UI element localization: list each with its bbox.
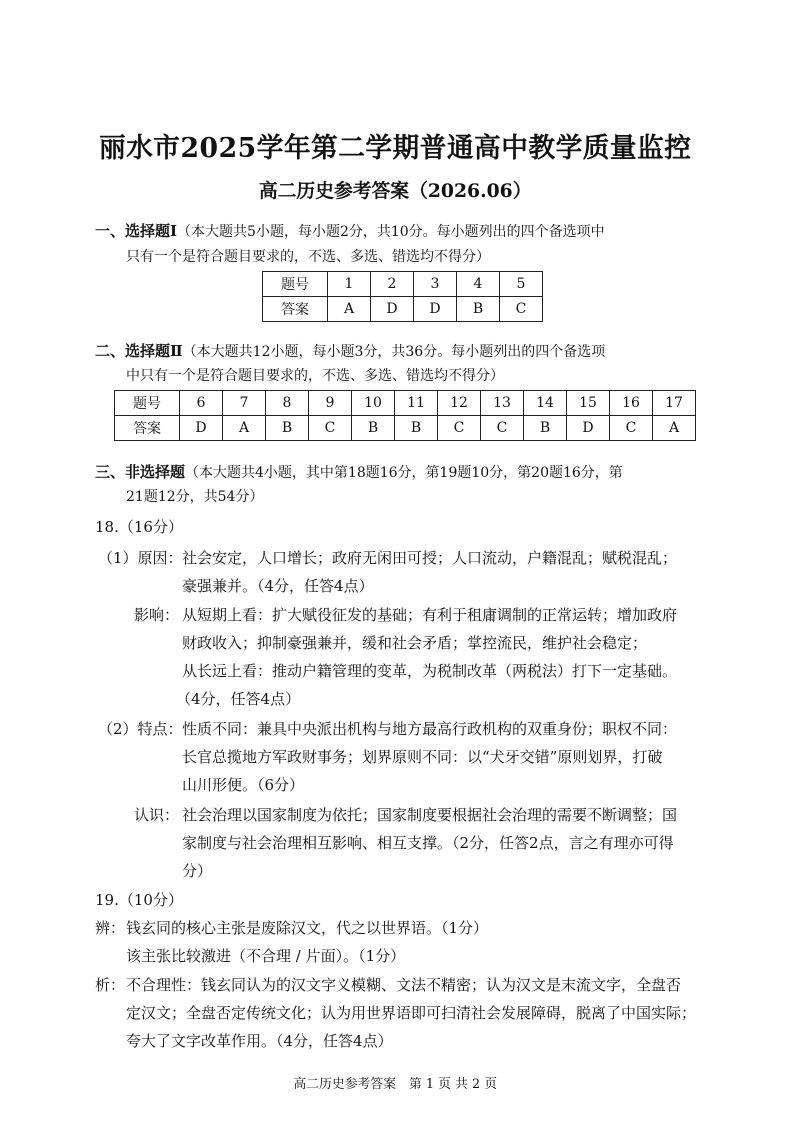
q19-xi-line3: 夸大了文字改革作用。（4分，任答4点） (126, 1032, 393, 1050)
q19-bian-label: 辨： (95, 919, 126, 937)
table-cell: 8 (266, 391, 309, 416)
q18-part2-line3: 山川形便。（6分） (182, 776, 305, 794)
table-cell: 7 (223, 391, 266, 416)
q18-part2-line2: 长官总揽地方军政财事务；划界原则不同：以“犬牙交错”原则划界，打破 (182, 748, 663, 766)
table-cell: 12 (438, 391, 481, 416)
table-cell: C (610, 416, 653, 441)
table-cell: 10 (352, 391, 395, 416)
table-cell: 15 (567, 391, 610, 416)
table-cell: D (371, 297, 414, 322)
q18-part2-line1: 性质不同：兼具中央派出机构与地方最高行政机构的双重身份；职权不同： (182, 720, 678, 738)
section1-row-label-num: 题号 (263, 272, 328, 297)
q18-effect-label: 影响： (134, 606, 180, 624)
section2-row-label-num: 题号 (115, 391, 180, 416)
section2-answer-row (115, 416, 696, 441)
section1-row-label-ans: 答案 (263, 297, 328, 322)
q18-effect-line2: 财政收入；抑制豪强兼并，缓和社会矛盾；掌控流民，维护社会稳定； (182, 634, 648, 652)
table-cell: 5 (500, 272, 543, 297)
q18-title: 18.（16分） (95, 518, 183, 536)
table-cell: D (180, 416, 223, 441)
section1-note-line1: （本大题共5小题，每小题2分，共10分。每小题列出的四个备选项中 (177, 224, 605, 240)
table-cell: 17 (653, 391, 696, 416)
page-footer: 高二历史参考答案 第 1 页 共 2 页 (293, 1077, 498, 1092)
section2-note-line2: 中只有一个是符合题目要求的，不选、多选、错选均不得分） (126, 368, 504, 384)
table-cell: C (438, 416, 481, 441)
table-cell: C (481, 416, 524, 441)
q18-part2-label: （2）特点： (98, 720, 183, 738)
table-cell: D (567, 416, 610, 441)
section2-heading: 二、选择题Ⅱ (95, 342, 183, 360)
table-cell: C (500, 297, 543, 322)
q19-xi-line1: 不合理性：钱玄同认为的汉文字义模糊、文法不精密；认为汉文是末流文字，全盘否 (126, 976, 682, 994)
q18-effect-line1: 从短期上看：扩大赋役征发的基础；有利于租庸调制的正常运转；增加政府 (182, 606, 678, 624)
q19-bian-line2: 该主张比较激进（不合理 / 片面）。（1分） (126, 947, 406, 965)
section1-heading: 一、选择题Ⅰ (95, 222, 178, 240)
section2-number-row (115, 391, 696, 416)
q18-effect-line4: （4分，任答4点） (176, 690, 301, 708)
table-cell: B (352, 416, 395, 441)
section1-header (95, 221, 605, 242)
table-cell: B (457, 297, 500, 322)
table-cell: 9 (309, 391, 352, 416)
table-cell: D (414, 297, 457, 322)
q18-view-label: 认识： (134, 806, 180, 824)
section3-heading: 三、非选择题 (95, 463, 186, 481)
table-cell: 4 (457, 272, 500, 297)
table-cell: 6 (180, 391, 223, 416)
table-cell: 14 (524, 391, 567, 416)
document-subtitle: 高二历史参考答案（2026.06） (258, 180, 532, 202)
table-cell: A (223, 416, 266, 441)
section1-answer-row (263, 297, 543, 322)
section3-note-line1: （本大题共4小题，其中第18题16分，第19题10分，第20题16分，第 (185, 465, 623, 481)
table-cell: B (395, 416, 438, 441)
section3-header (95, 462, 623, 483)
q19-xi-line2: 定汉文；全盘否定传统文化；认为用世界语即可扫清社会发展障碍，脱离了中国实际； (126, 1004, 697, 1022)
table-cell: A (653, 416, 696, 441)
table-cell: 13 (481, 391, 524, 416)
q18-part1-label: （1）原因： (98, 549, 183, 567)
section1-note-line2: 只有一个是符合题目要求的，不选、多选、错选均不得分） (126, 249, 490, 265)
section2-answer-table (114, 390, 696, 441)
q18-effect-line3: 从长远上看：推动户籍管理的变革，为税制改革（两税法）打下一定基础。 (182, 662, 678, 680)
table-cell: B (266, 416, 309, 441)
table-cell: 11 (395, 391, 438, 416)
table-cell: B (524, 416, 567, 441)
section1-answer-table (262, 271, 543, 322)
section2-header (95, 341, 605, 362)
section2-note-line1: （本大题共12小题，每小题3分，共36分。每小题列出的四个备选项 (182, 344, 606, 360)
q18-part1-line1: 社会安定，人口增长；政府无闲田可授；人口流动，户籍混乱；赋税混乱； (182, 549, 678, 567)
table-cell: 3 (414, 272, 457, 297)
document-title: 丽水市2025学年第二学期普通高中教学质量监控 (98, 133, 692, 164)
table-cell: 16 (610, 391, 653, 416)
section1-number-row (263, 272, 543, 297)
q19-bian-line1: 钱玄同的核心主张是废除汉文，代之以世界语。（1分） (126, 919, 489, 937)
section2-row-label-ans: 答案 (115, 416, 180, 441)
table-cell: C (309, 416, 352, 441)
q19-title: 19.（10分） (95, 891, 183, 909)
q18-view-line1: 社会治理以国家制度为依托；国家制度要根据社会治理的需要不断调整；国 (182, 806, 678, 824)
table-cell: 2 (371, 272, 414, 297)
table-cell: 1 (328, 272, 371, 297)
q19-xi-label: 析： (95, 976, 126, 994)
q18-view-line3: 分） (182, 862, 213, 880)
q18-part1-line2: 豪强兼并。（4分，任答4点） (182, 577, 374, 595)
table-cell: A (328, 297, 371, 322)
section3-note-line2: 21题12分，共54分） (126, 489, 264, 505)
q18-view-line2: 家制度与社会治理相互影响、相互支撑。（2分，任答2点，言之有理亦可得 (182, 834, 674, 852)
